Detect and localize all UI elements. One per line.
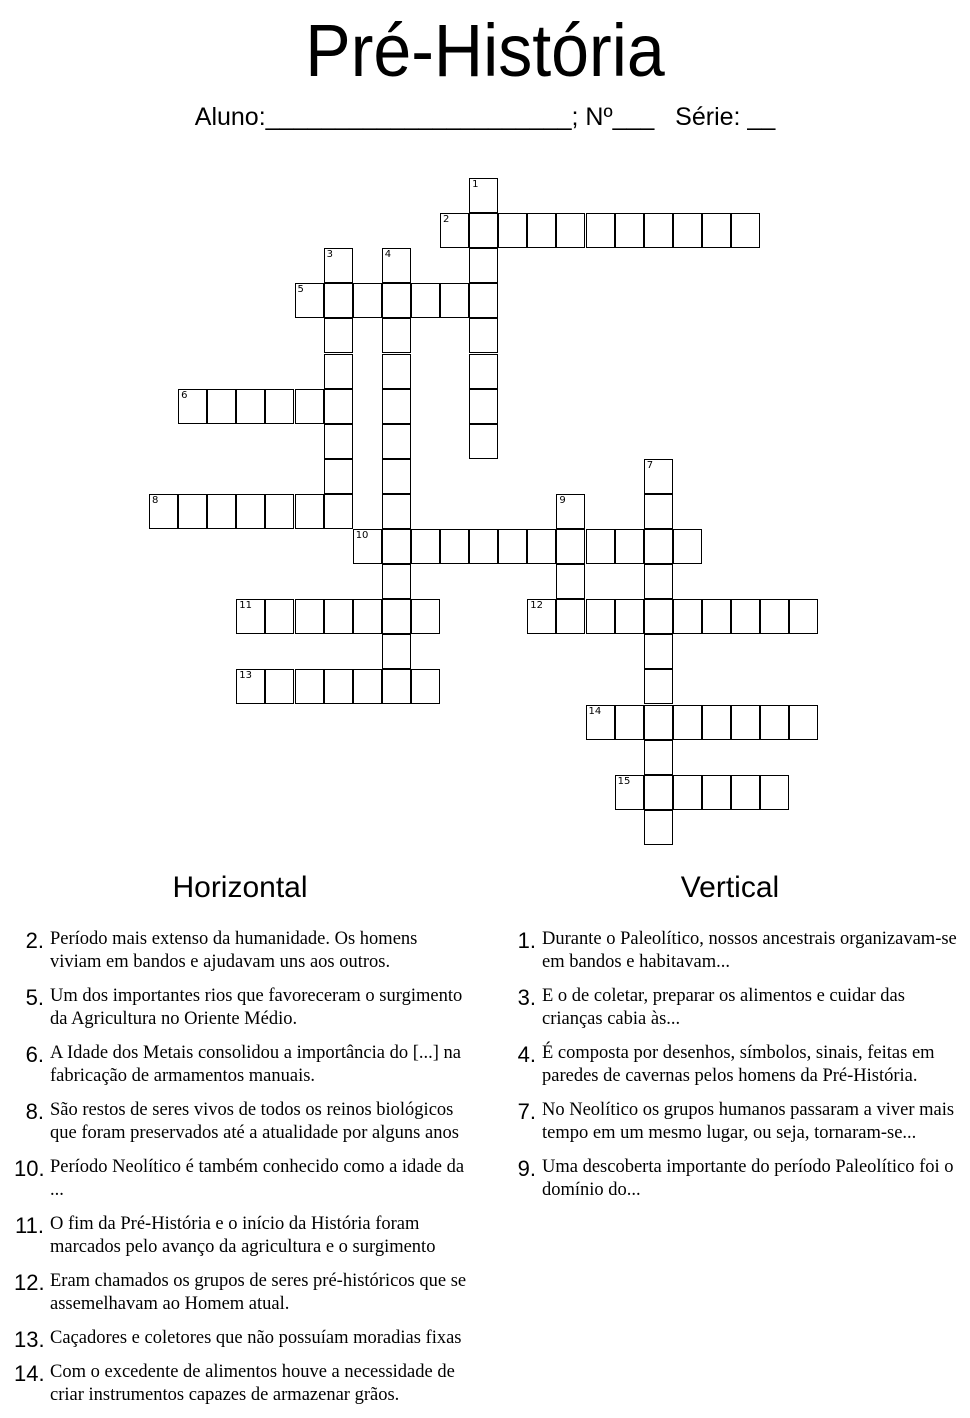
crossword-cell[interactable] — [702, 705, 731, 740]
crossword-cell[interactable] — [615, 705, 644, 740]
cell-number: 10 — [355, 530, 369, 541]
crossword-cell[interactable] — [469, 354, 498, 389]
crossword-cell[interactable] — [295, 283, 324, 318]
crossword-cell[interactable] — [644, 810, 673, 845]
vertical-heading: Vertical — [680, 871, 780, 904]
crossword-cell[interactable] — [324, 424, 353, 459]
crossword-cell[interactable] — [236, 389, 265, 424]
crossword-cell[interactable] — [353, 529, 382, 564]
clue-text: paredes de cavernas pelos homens da Pré-História. — [542, 1066, 918, 1086]
clue-item — [14, 1099, 494, 1145]
crossword-cell[interactable] — [731, 599, 760, 634]
cell-number: 8 — [152, 494, 159, 506]
cell-number: 6 — [181, 389, 188, 401]
clue-number: 7. — [517, 1099, 536, 1124]
clue-number: 13. — [14, 1327, 45, 1352]
clue-number: 4. — [517, 1042, 536, 1067]
crossword-cell[interactable] — [236, 494, 265, 529]
crossword-cell[interactable] — [353, 283, 382, 318]
crossword-cell[interactable] — [644, 494, 673, 529]
crossword-cell[interactable] — [556, 494, 585, 529]
cell-number: 4 — [384, 249, 392, 261]
crossword-cell[interactable] — [469, 529, 498, 564]
crossword-cell[interactable] — [265, 669, 294, 704]
clue-text: E o de coletar, preparar os alimentos e cuidar das — [542, 986, 905, 1006]
crossword-cell[interactable] — [469, 424, 498, 459]
crossword-cell[interactable] — [411, 599, 440, 634]
crossword-cell[interactable] — [324, 599, 353, 634]
horizontal-clue-list — [14, 928, 494, 1418]
crossword-cell[interactable] — [236, 669, 265, 704]
crossword-cell[interactable] — [411, 529, 440, 564]
crossword-cell[interactable] — [469, 389, 498, 424]
crossword-cell[interactable] — [702, 775, 731, 810]
crossword-cell[interactable] — [789, 705, 818, 740]
crossword-cell[interactable] — [295, 494, 324, 529]
cell-number: 5 — [297, 284, 304, 296]
crossword-cell[interactable] — [265, 389, 294, 424]
clue-text: A Idade dos Metais consolidou a importância do [...] na — [50, 1043, 462, 1063]
crossword-cell[interactable] — [586, 705, 615, 740]
crossword-cell[interactable] — [324, 459, 353, 494]
clue-number: 8. — [25, 1099, 44, 1124]
clue-item — [506, 985, 970, 1031]
crossword-cell[interactable] — [324, 248, 353, 283]
crossword-cell[interactable] — [353, 599, 382, 634]
crossword-cell[interactable] — [586, 213, 615, 248]
crossword-cell[interactable] — [615, 213, 644, 248]
clue-item — [14, 928, 494, 974]
clue-text: São restos de seres vivos de todos os reinos biológicos — [50, 1100, 454, 1120]
crossword-cell[interactable] — [382, 634, 411, 669]
crossword-cell[interactable] — [731, 213, 760, 248]
crossword-cell[interactable] — [527, 599, 556, 634]
crossword-cell[interactable] — [527, 213, 556, 248]
crossword-cell[interactable] — [382, 564, 411, 599]
crossword-cell[interactable] — [324, 318, 353, 353]
vertical-clue-list — [506, 928, 970, 1213]
clue-text: No Neolítico os grupos humanos passaram a viver mais — [542, 1100, 955, 1120]
crossword-cell[interactable] — [295, 669, 324, 704]
clue-text: domínio do... — [542, 1180, 641, 1200]
clue-item — [506, 1042, 970, 1088]
clue-text: que foram preservados até a atualidade por alguns anos — [50, 1123, 459, 1143]
crossword-cell[interactable] — [586, 599, 615, 634]
crossword-cell[interactable] — [411, 669, 440, 704]
crossword-cell[interactable] — [789, 599, 818, 634]
horizontal-heading: Horizontal — [172, 871, 308, 904]
clue-item — [506, 928, 970, 974]
crossword-cell[interactable] — [760, 775, 789, 810]
crossword-cell[interactable] — [644, 775, 673, 810]
crossword-cell[interactable] — [760, 705, 789, 740]
clue-text: ... — [50, 1180, 64, 1200]
crossword-cell[interactable] — [324, 389, 353, 424]
clue-number: 2. — [25, 928, 44, 953]
crossword-cell[interactable] — [673, 529, 702, 564]
crossword-cell[interactable] — [295, 599, 324, 634]
crossword-cell[interactable] — [207, 389, 236, 424]
crossword-cell[interactable] — [469, 178, 498, 213]
crossword-cell[interactable] — [644, 213, 673, 248]
clue-text: tempo em um mesmo lugar, ou seja, tornaram-se... — [542, 1123, 917, 1143]
clue-number: 3. — [517, 985, 536, 1010]
crossword-cell[interactable] — [731, 775, 760, 810]
clue-text: Com o excedente de alimentos houve a necessidade de — [50, 1362, 455, 1382]
student-info-line: Aluno:______________________; Nº___ Série: __ — [194, 103, 776, 131]
page-title: Pré-História — [305, 9, 665, 92]
clue-text: Durante o Paleolítico, nossos ancestrais organizavam-se — [542, 929, 957, 949]
clue-number: 11. — [15, 1213, 44, 1238]
crossword-cell[interactable] — [615, 529, 644, 564]
cell-number: 1 — [472, 179, 479, 190]
clue-item — [14, 1042, 494, 1088]
crossword-cell[interactable] — [440, 283, 469, 318]
crossword-cell[interactable] — [324, 354, 353, 389]
crossword-cell[interactable] — [178, 389, 207, 424]
clue-number: 5. — [25, 985, 44, 1010]
clue-text: O fim da Pré-História e o início da História foram — [50, 1214, 420, 1234]
crossword-cell[interactable] — [644, 634, 673, 669]
crossword-cell[interactable] — [469, 283, 498, 318]
crossword-cell[interactable] — [673, 599, 702, 634]
clue-item — [14, 1327, 494, 1350]
crossword-cell[interactable] — [527, 529, 556, 564]
clue-text: assemelhavam ao Homem atual. — [50, 1294, 290, 1314]
clue-item — [14, 1213, 494, 1259]
clue-text: Caçadores e coletores que não possuíam moradias fixas — [50, 1328, 462, 1348]
crossword-cell[interactable] — [702, 213, 731, 248]
crossword-cell[interactable] — [644, 705, 673, 740]
crossword-cell[interactable] — [236, 599, 265, 634]
crossword-cell[interactable] — [498, 213, 527, 248]
clue-text: em bandos e habitavam... — [542, 952, 731, 972]
clue-text: Período mais extenso da humanidade. Os homens — [50, 929, 418, 949]
cell-number: 7 — [646, 459, 654, 471]
crossword-cell[interactable] — [324, 494, 353, 529]
crossword-cell[interactable] — [265, 494, 294, 529]
crossword-cell[interactable] — [382, 354, 411, 389]
crossword-cell[interactable] — [295, 389, 324, 424]
crossword-cell[interactable] — [149, 494, 178, 529]
crossword-cell[interactable] — [382, 318, 411, 353]
clue-number: 1. — [517, 928, 536, 953]
clue-number: 6. — [25, 1042, 44, 1067]
crossword-cell[interactable] — [411, 283, 440, 318]
crossword-cell[interactable] — [382, 248, 411, 283]
crossword-cell[interactable] — [644, 459, 673, 494]
crossword-cell[interactable] — [440, 213, 469, 248]
clue-text: criar instrumentos capazes de armazenar grãos. — [50, 1385, 400, 1405]
crossword-cell[interactable] — [498, 529, 527, 564]
crossword-cell[interactable] — [673, 213, 702, 248]
crossword-cell[interactable] — [324, 669, 353, 704]
crossword-cell[interactable] — [469, 213, 498, 248]
crossword-cell[interactable] — [556, 564, 585, 599]
clue-item — [14, 985, 494, 1031]
crossword-cell[interactable] — [644, 529, 673, 564]
crossword-cell[interactable] — [382, 459, 411, 494]
clue-text: Eram chamados os grupos de seres pré-históricos que se — [50, 1271, 467, 1291]
crossword-cell[interactable] — [556, 213, 585, 248]
crossword-cell[interactable] — [469, 248, 498, 283]
clue-item — [14, 1361, 494, 1407]
cell-number: 13 — [239, 670, 253, 682]
crossword-cell[interactable] — [644, 599, 673, 634]
crossword-cell[interactable] — [353, 669, 382, 704]
crossword-cell[interactable] — [615, 599, 644, 634]
clue-text: viviam em bandos e ajudavam uns aos outros. — [50, 952, 391, 972]
crossword-cell[interactable] — [702, 599, 731, 634]
cell-number: 14 — [588, 705, 602, 717]
crossword-cell[interactable] — [644, 669, 673, 704]
crossword-cell[interactable] — [556, 529, 585, 564]
clue-text: da Agricultura no Oriente Médio. — [50, 1009, 298, 1029]
clue-number: 10. — [14, 1156, 45, 1181]
crossword-cell[interactable] — [382, 424, 411, 459]
crossword-cell[interactable] — [265, 599, 294, 634]
crossword-cell[interactable] — [731, 705, 760, 740]
cell-number: 9 — [559, 494, 566, 506]
cell-number: 15 — [617, 775, 631, 787]
crossword-cell[interactable] — [440, 529, 469, 564]
clue-item — [14, 1270, 494, 1316]
clue-text: Período Neolítico é também conhecido como a idade da — [50, 1157, 465, 1177]
clue-text: Um dos importantes rios que favoreceram o surgimento — [50, 986, 463, 1006]
crossword-cell[interactable] — [586, 529, 615, 564]
clue-number: 12. — [14, 1270, 45, 1295]
crossword-cell[interactable] — [556, 599, 585, 634]
clue-item — [506, 1156, 970, 1202]
clue-text: crianças cabia às... — [542, 1009, 681, 1029]
crossword-cell[interactable] — [207, 494, 236, 529]
crossword-cell[interactable] — [673, 705, 702, 740]
crossword-cell[interactable] — [382, 529, 411, 564]
clue-number: 9. — [517, 1156, 536, 1181]
crossword-cell[interactable] — [469, 318, 498, 353]
crossword-cell[interactable] — [615, 775, 644, 810]
crossword-cell[interactable] — [382, 494, 411, 529]
crossword-cell[interactable] — [673, 775, 702, 810]
crossword-cell[interactable] — [382, 389, 411, 424]
clue-item — [14, 1156, 494, 1202]
crossword-cell[interactable] — [760, 599, 789, 634]
crossword-cell[interactable] — [324, 283, 353, 318]
clue-number: 14. — [14, 1361, 45, 1386]
crossword-cell[interactable] — [382, 283, 411, 318]
crossword-cell[interactable] — [178, 494, 207, 529]
cell-number: 3 — [326, 249, 333, 261]
cell-number: 11 — [239, 600, 253, 612]
clue-text: Uma descoberta importante do período Paleolítico foi o — [542, 1157, 954, 1177]
crossword-cell[interactable] — [382, 599, 411, 634]
clue-text: marcados pelo avanço da agricultura e o surgimento — [50, 1237, 436, 1257]
clue-text: fabricação de armamentos manuais. — [50, 1066, 316, 1086]
crossword-cell[interactable] — [644, 740, 673, 775]
cell-number: 2 — [443, 214, 450, 226]
clue-text: É composta por desenhos, símbolos, sinais, feitas em — [542, 1043, 935, 1063]
cell-number: 12 — [530, 600, 544, 612]
clue-item — [506, 1099, 970, 1145]
crossword-cell[interactable] — [644, 564, 673, 599]
crossword-cell[interactable] — [382, 669, 411, 704]
